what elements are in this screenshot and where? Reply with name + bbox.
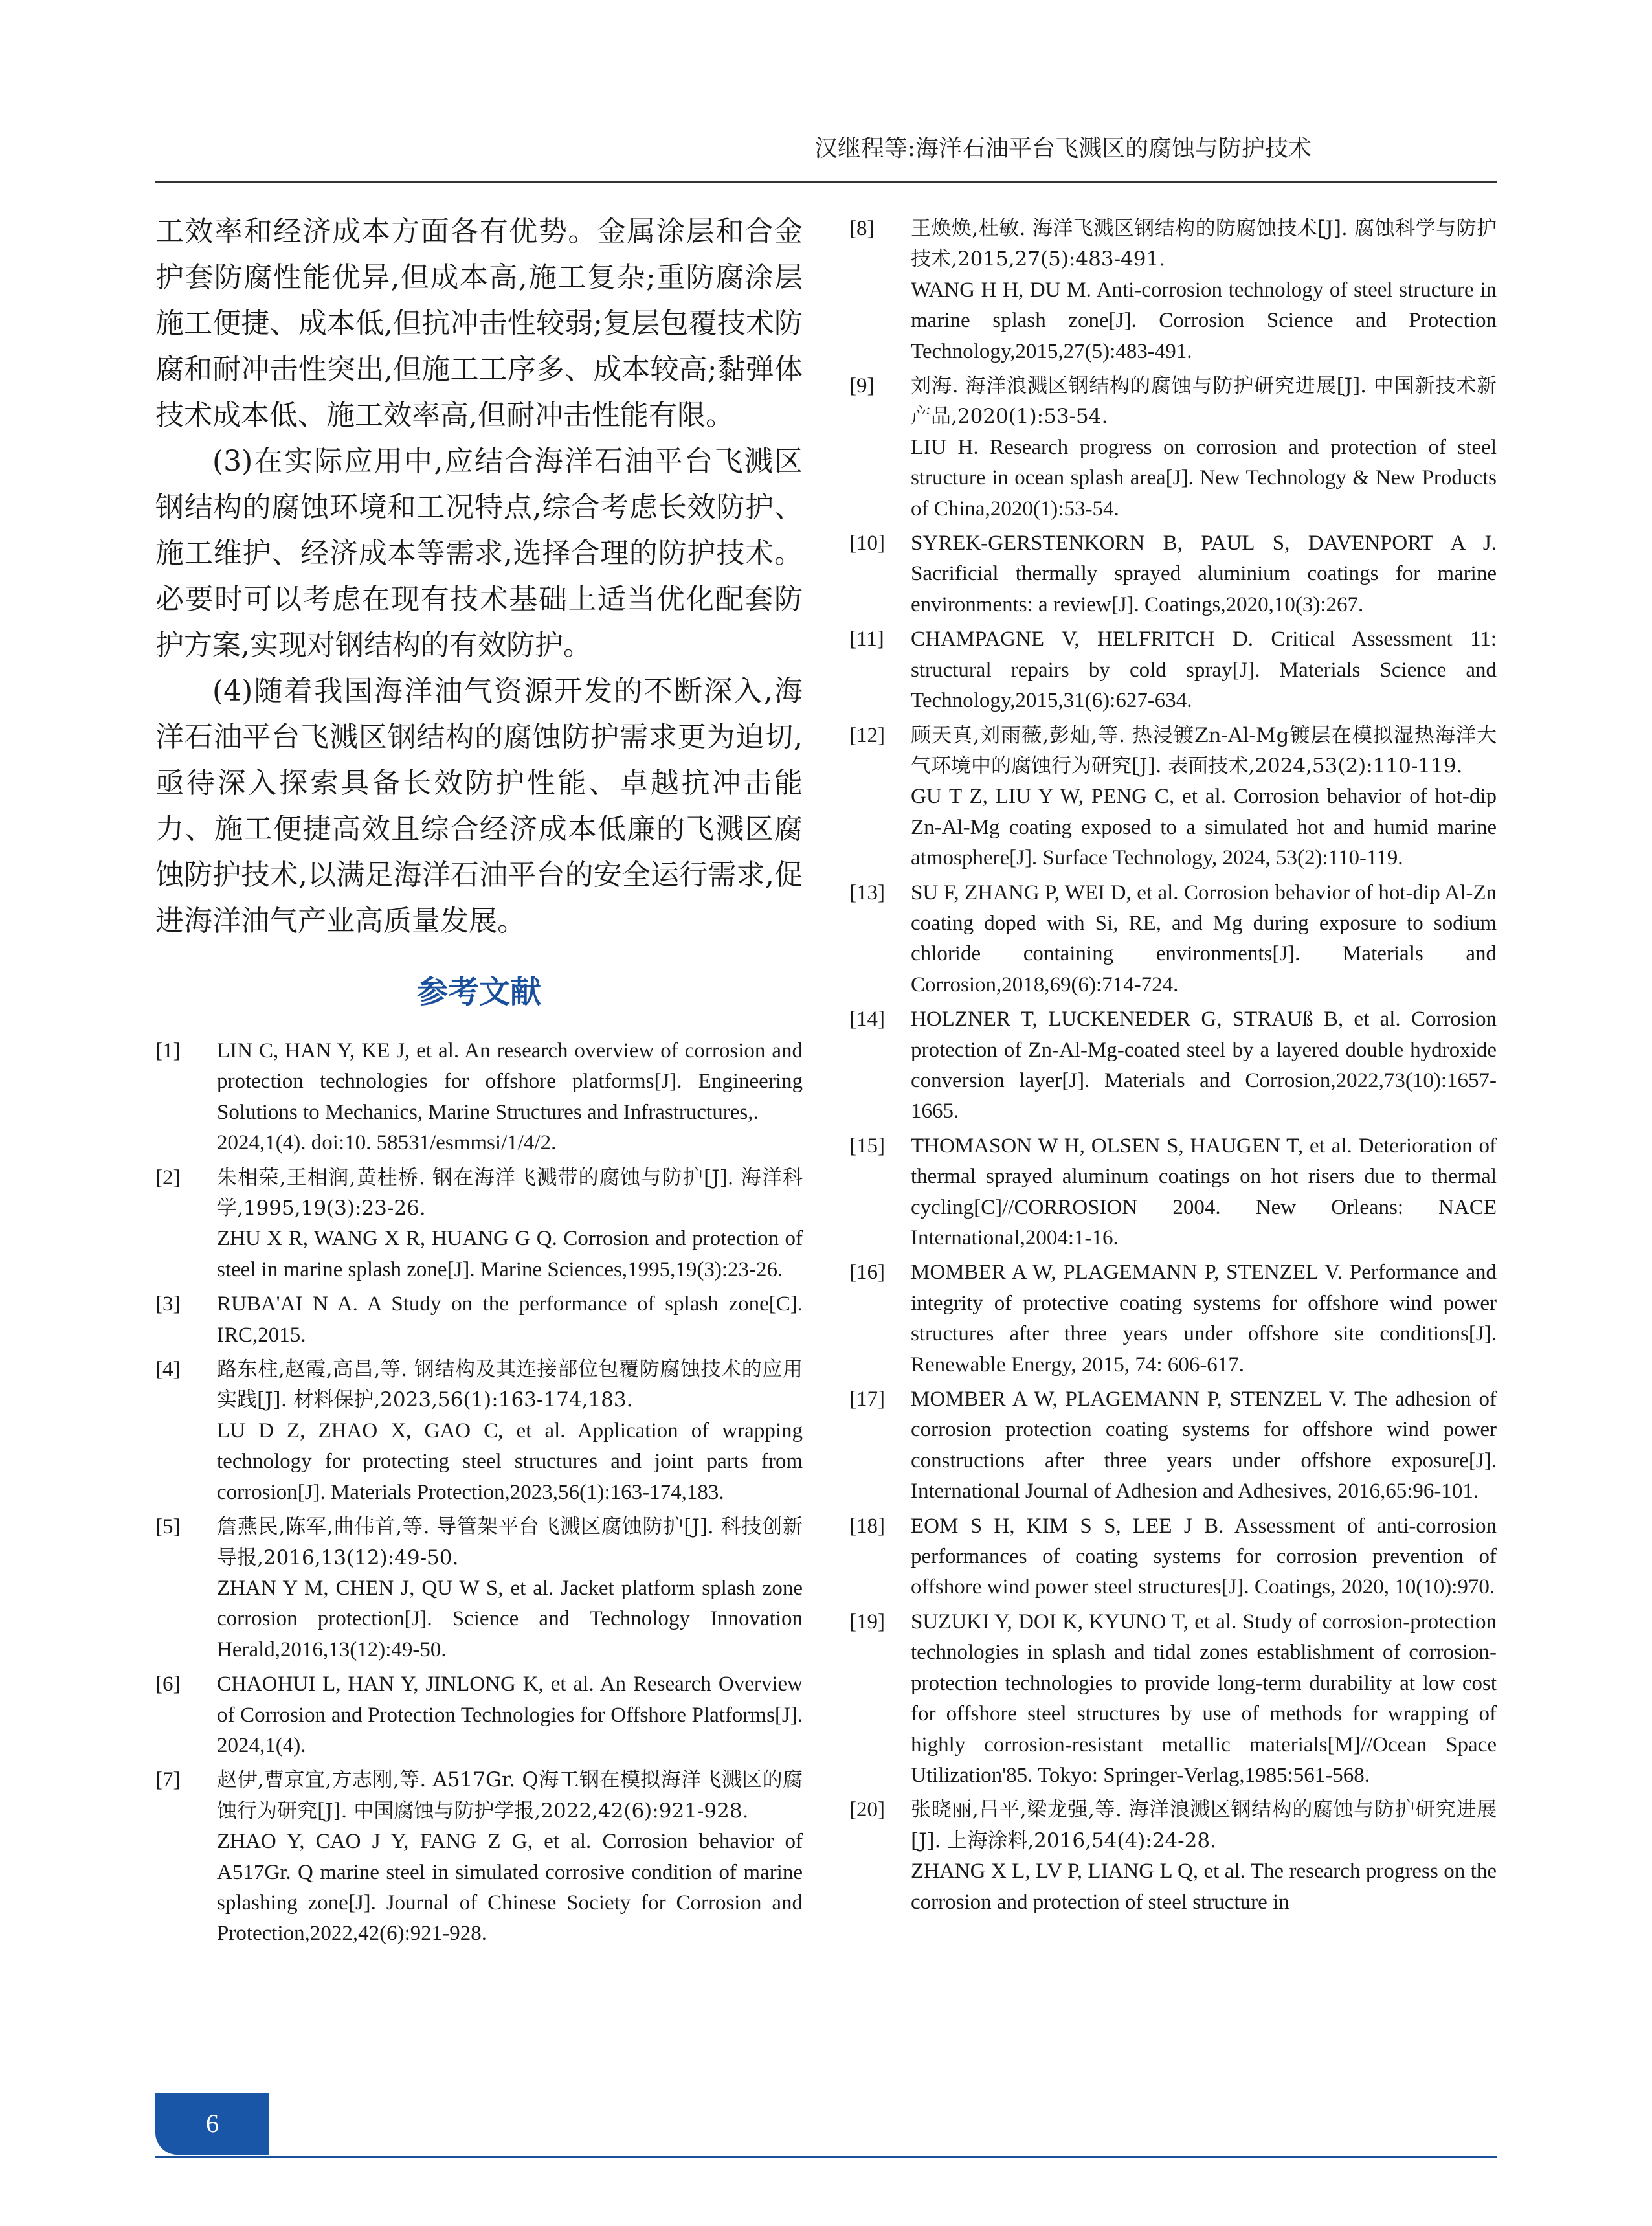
reference-text: ZHAN Y M, CHEN J, QU W S, et al. Jacket platform splash zone corrosion protection[J]. Science and Technology Innovation Herald,2016,13(12):49-50. (217, 1576, 803, 1661)
body-paragraph-2: (3)在实际应用中,应结合海洋石油平台飞溅区钢结构的腐蚀环境和工况特点,综合考虑长效防护、施工维护、经济成本等需求,选择合理的防护技术。必要时可以考虑在现有技术基础上适当优化配套防护方案,实现对钢结构的有效防护。 (155, 445, 803, 662)
reference-text: HOLZNER T, LUCKENEDER G, STRAUß B, et al. Corrosion protection of Zn-Al-Mg-coated steel by a layered double hydroxide conversion layer[J]. Materials and Corrosion,2022,73(10):1657-1665. (911, 1007, 1497, 1123)
reference-text: SU F, ZHANG P, WEI D, et al. Corrosion behavior of hot-dip Al-Zn coating doped with Si, RE, and Mg during exposure to sodium chloride containing environments[J]. Materials and Corrosion,2018,69(6):714-724. (911, 881, 1497, 996)
reference-number: [15] (849, 1134, 885, 1158)
reference-item (155, 1289, 803, 1351)
reference-text: WANG H H, DU M. Anti-corrosion technology of steel structure in marine splash zone[J]. Corrosion Science and Protection Technology,2015,27(5):483-491. (911, 278, 1497, 363)
reference-text: EOM S H, KIM S S, LEE J B. Assessment of anti-corrosion performances of coating systems for corrosion prevention of offshore wind power steel structures[J]. Coatings, 2020, 10(10):970. (911, 1514, 1497, 1599)
reference-number: [6] (155, 1672, 181, 1696)
reference-number: [11] (849, 627, 884, 651)
reference-number: [16] (849, 1261, 885, 1285)
reference-item (849, 878, 1497, 1001)
reference-text: 刘海. 海洋浪溅区钢结构的腐蚀与防护研究进展[J]. 中国新技术新产品,2020(1):53-54. (911, 374, 1497, 429)
reference-item (155, 1512, 803, 1665)
reference-list-left (155, 1036, 803, 1950)
page-number: 6 (155, 2093, 269, 2155)
reference-item (155, 1163, 803, 1286)
reference-item (849, 1511, 1497, 1603)
reference-number: [8] (849, 217, 875, 240)
reference-text: RUBA'AI N A. A Study on the performance of splash zone[C]. IRC,2015. (217, 1292, 803, 1347)
reference-item (849, 1607, 1497, 1791)
reference-item (155, 1355, 803, 1508)
reference-item (849, 721, 1497, 874)
left-column (155, 208, 803, 1953)
reference-text: LIU H. Research progress on corrosion and protection of steel structure in ocean splash area[J]. New Technology & New Products of China,2020(1):53-54. (911, 435, 1497, 521)
reference-number: [7] (155, 1768, 181, 1792)
reference-number: [5] (155, 1515, 181, 1539)
reference-text: ZHANG X L, LV P, LIANG L Q, et al. The research progress on the corrosion and protection of steel structure in (911, 1860, 1497, 1914)
reference-item (849, 1131, 1497, 1254)
reference-number: [20] (849, 1798, 885, 1822)
reference-number: [1] (155, 1039, 181, 1062)
running-header: 汉继程等:海洋石油平台飞溅区的腐蚀与防护技术 (814, 135, 1312, 162)
reference-item (849, 371, 1497, 524)
reference-text: SYREK-GERSTENKORN B, PAUL S, DAVENPORT A J. Sacrificial thermally sprayed aluminium coatings for marine environments: a review[J]. Coatings,2020,10(3):267. (911, 532, 1497, 616)
footer-rule (155, 2156, 1497, 2158)
reference-item (849, 1257, 1497, 1380)
reference-text: THOMASON W H, OLSEN S, HAUGEN T, et al. Deterioration of thermal sprayed aluminum coatings on hot risers due to thermal cycling[C]//CORROSION 2004. New Orleans: NACE International,2004:1-16. (911, 1134, 1497, 1250)
reference-number: [10] (849, 532, 885, 556)
reference-text: CHAOHUI L, HAN Y, JINLONG K, et al. An Research Overview of Corrosion and Protection Technologies for Offshore Platforms[J]. 2024,1(4). (217, 1672, 803, 1757)
reference-text: CHAMPAGNE V, HELFRITCH D. Critical Assessment 11: structural repairs by cold spray[J]. Materials Science and Technology,2015,31(6):627-634. (911, 627, 1497, 713)
reference-text: LIN C, HAN Y, KE J, et al. An research overview of corrosion and protection technologies for offshore platforms[J]. Engineering Solutions to Mechanics, Marine Structures and Infrastructures,. (217, 1039, 803, 1124)
references-title: 参考文献 (416, 974, 541, 1010)
reference-text: GU T Z, LIU Y W, PENG C, et al. Corrosion behavior of hot-dip Zn-Al-Mg coating exposed to a simulated hot and humid marine atmosphere[J]. Surface Technology, 2024, 53(2):110-119. (911, 785, 1497, 870)
reference-number: [18] (849, 1514, 885, 1538)
reference-number: [12] (849, 723, 885, 747)
reference-text: MOMBER A W, PLAGEMANN P, STENZEL V. The adhesion of corrosion protection coating systems for offshore wind power constructions after three years under offshore exposure[J]. International Journal of Adhesion and Adhesives, 2016,65:96-101. (911, 1388, 1497, 1503)
reference-item (849, 528, 1497, 620)
reference-text: 王焕焕,杜敏. 海洋飞溅区钢结构的防腐蚀技术[J]. 腐蚀科学与防护技术,2015,27(5):483-491. (911, 217, 1497, 271)
body-paragraph-1: 工效率和经济成本方面各有优势。金属涂层和合金护套防腐性能优异,但成本高,施工复杂;重防腐涂层施工便捷、成本低,但抗冲击性较弱;复层包覆技术防腐和耐冲击性突出,但施工工序多、成本较高;黏弹体技术成本低、施工效率高,但耐冲击性能有限。 (155, 215, 803, 432)
reference-item (849, 1384, 1497, 1507)
body-paragraph-3: (4)随着我国海洋油气资源开发的不断深入,海洋石油平台飞溅区钢结构的腐蚀防护需求更为迫切,亟待深入探索具备长效防护性能、卓越抗冲击能力、施工便捷高效且综合经济成本低廉的飞溅区腐蚀防护技术,以满足海洋石油平台的安全运行需求,促进海洋油气产业高质量发展。 (155, 675, 803, 938)
reference-item (849, 1004, 1497, 1127)
reference-item (849, 624, 1497, 716)
reference-number: [2] (155, 1165, 181, 1189)
reference-number: [14] (849, 1007, 885, 1031)
reference-item (849, 214, 1497, 367)
reference-text: 朱相荣,王相润,黄桂桥. 钢在海洋飞溅带的腐蚀与防护[J]. 海洋科学,1995,19(3):23-26. (217, 1165, 803, 1220)
reference-number: [13] (849, 881, 885, 905)
reference-text: 赵伊,曹京宜,方志刚,等. A517Gr. Q海工钢在模拟海洋飞溅区的腐蚀行为研究[J]. 中国腐蚀与防护学报,2022,42(6):921-928. (217, 1768, 803, 1823)
reference-item (155, 1765, 803, 1949)
reference-text: ZHU X R, WANG X R, HUANG G Q. Corrosion and protection of steel in marine splash zone[J]. Marine Sciences,1995,19(3):23-26. (217, 1227, 803, 1281)
reference-item (155, 1036, 803, 1159)
reference-text: 詹燕民,陈军,曲伟首,等. 导管架平台飞溅区腐蚀防护[J]. 科技创新导报,2016,13(12):49-50. (217, 1515, 803, 1569)
reference-text: LU D Z, ZHAO X, GAO C, et al. Application of wrapping technology for protecting steel structures and joint parts from corrosion[J]. Materials Protection,2023,56(1):163-174,183. (217, 1419, 803, 1504)
reference-text: 2024,1(4). doi:10. 58531/esmmsi/1/4/2. (217, 1131, 557, 1155)
reference-text: 顾天真,刘雨薇,彭灿,等. 热浸镀Zn-Al-Mg镀层在模拟湿热海洋大气环境中的腐蚀行为研究[J]. 表面技术,2024,53(2):110-119. (911, 723, 1497, 778)
reference-list-right (849, 214, 1497, 1918)
reference-number: [9] (849, 374, 875, 398)
reference-text: 路东柱,赵霞,高昌,等. 钢结构及其连接部位包覆防腐蚀技术的应用实践[J]. 材料保护,2023,56(1):163-174,183. (217, 1358, 803, 1412)
right-column (849, 214, 1497, 1922)
reference-number: [4] (155, 1358, 181, 1382)
reference-text: SUZUKI Y, DOI K, KYUNO T, et al. Study of corrosion-protection technologies in splash and tidal zones establishment of corrosion-protection technologies to provide long-term durability at low cost for offshore steel structures by use of methods for wrapping of highly corrosion-resistant metallic materials[M]//Ocean Space Utilization'85. Tokyo: Springer-Verlag,1985:561-568. (911, 1610, 1497, 1787)
reference-text: MOMBER A W, PLAGEMANN P, STENZEL V. Performance and integrity of protective coating systems for offshore wind power structures after three years under offshore site conditions[J]. Renewable Energy, 2015, 74: 606-617. (911, 1261, 1497, 1377)
reference-item (849, 1795, 1497, 1918)
reference-number: [19] (849, 1610, 885, 1634)
reference-text: ZHAO Y, CAO J Y, FANG Z G, et al. Corrosion behavior of A517Gr. Q marine steel in simulated corrosive condition of marine splashing zone[J]. Journal of Chinese Society for Corrosion and Protection,2022,42(6):921-928. (217, 1830, 803, 1946)
reference-number: [3] (155, 1292, 181, 1316)
reference-number: [17] (849, 1388, 885, 1411)
reference-text: 张晓丽,吕平,梁龙强,等. 海洋浪溅区钢结构的腐蚀与防护研究进展[J]. 上海涂料,2016,54(4):24-28. (911, 1798, 1497, 1852)
header-rule (155, 181, 1497, 183)
reference-item (155, 1669, 803, 1761)
